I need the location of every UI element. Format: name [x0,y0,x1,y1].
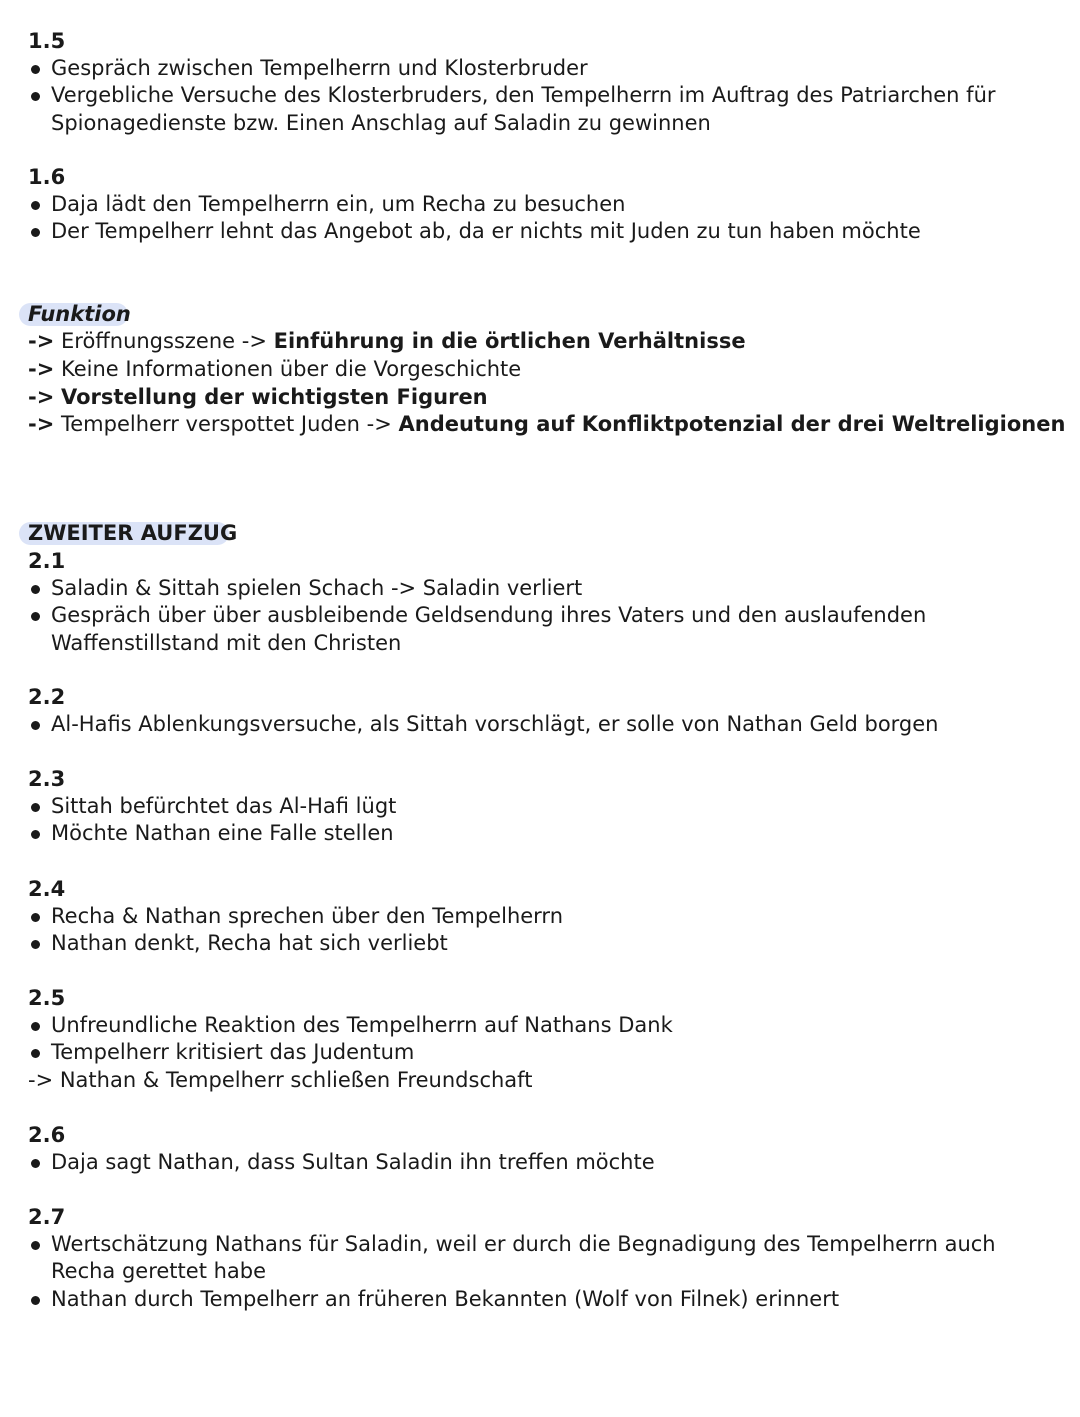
list-item: Möchte Nathan eine Falle stellen [28,820,1038,847]
list-item: Recha & Nathan sprechen über den Tempelherrn [28,903,1038,930]
scene-2-1-list [28,575,1038,657]
scene-number-2-5: 2.5 [28,986,66,1010]
list-item: Wertschätzung Nathans für Saladin, weil er durch die Begnadigung des Tempelherrn auch Recha gerettet habe [28,1231,1038,1286]
scene-2-3-list [28,793,1038,848]
funktion-line-4-text: Tempelherr verspottet Juden -> [61,412,392,436]
scene-number-2-6: 2.6 [28,1123,66,1147]
arrow-marker: -> [28,329,55,353]
arrow-marker: -> [28,385,55,409]
list-item: Tempelherr kritisiert das Judentum [28,1039,1038,1066]
list-item: Der Tempelherr lehnt das Angebot ab, da er nichts mit Juden zu tun haben möchte [28,218,1038,245]
scene-number-2-4: 2.4 [28,877,66,901]
act-title: ZWEITER AUFZUG [28,521,238,545]
scene-number-1-5: 1.5 [28,29,66,53]
scene-number-2-2: 2.2 [28,685,66,709]
arrow-marker: -> [28,357,55,381]
scene-2-7-list [28,1231,1038,1313]
scene-2-5-conclusion: -> Nathan & Tempelherr schließen Freundschaft [28,1068,533,1092]
funktion-line-2-text: Keine Informationen über die Vorgeschichte [61,357,522,381]
list-item: Unfreundliche Reaktion des Tempelherrn auf Nathans Dank [28,1012,1038,1039]
list-item: Saladin & Sittah spielen Schach -> Saladin verliert [28,575,1038,602]
scene-1-5-list [28,55,1038,137]
scene-number-1-6: 1.6 [28,165,66,189]
scene-number-2-7: 2.7 [28,1205,66,1229]
scene-2-2-list [28,711,1038,738]
scene-2-6-list [28,1149,1038,1176]
funktion-line-3-emphasis: Vorstellung der wichtigsten Figuren [61,385,488,409]
arrow-marker: -> [28,412,55,436]
list-item: Nathan durch Tempelherr an früheren Bekannten (Wolf von Filnek) erinnert [28,1286,1038,1313]
list-item: Sittah befürchtet das Al-Hafi lügt [28,793,1038,820]
funktion-line-1 [28,328,746,355]
list-item: Daja lädt den Tempelherrn ein, um Recha zu besuchen [28,191,1038,218]
scene-2-4-list [28,903,1038,958]
list-item: Gespräch zwischen Tempelherrn und Klosterbruder [28,55,1038,82]
list-item: Al-Hafis Ablenkungsversuche, als Sittah vorschlägt, er solle von Nathan Geld borgen [28,711,1038,738]
list-item: Daja sagt Nathan, dass Sultan Saladin ihn treffen möchte [28,1149,1038,1176]
funktion-line-2 [28,356,521,383]
funktion-line-1-emphasis: Einführung in die örtlichen Verhältnisse [273,329,746,353]
list-item: Nathan denkt, Recha hat sich verliebt [28,930,1038,957]
funktion-line-4-emphasis: Andeutung auf Konfliktpotenzial der drei Weltreligionen [398,412,1066,436]
funktion-line-3 [28,384,488,411]
funktion-line-1-text: Eröffnungsszene -> [61,329,267,353]
list-item: Vergebliche Versuche des Klosterbruders, den Tempelherrn im Auftrag des Patriarchen für Spionagedienste bzw. Einen Anschlag auf Saladin zu gewinnen [28,82,1038,137]
scene-1-6-list [28,191,1038,246]
scene-number-2-1: 2.1 [28,549,66,573]
scene-number-2-3: 2.3 [28,767,66,791]
scene-2-5-list [28,1012,1038,1067]
funktion-line-4 [28,411,1065,438]
list-item: Gespräch über über ausbleibende Geldsendung ihres Vaters und den auslaufenden Waffenstillstand mit den Christen [28,602,1038,657]
funktion-heading: Funktion [28,302,131,326]
